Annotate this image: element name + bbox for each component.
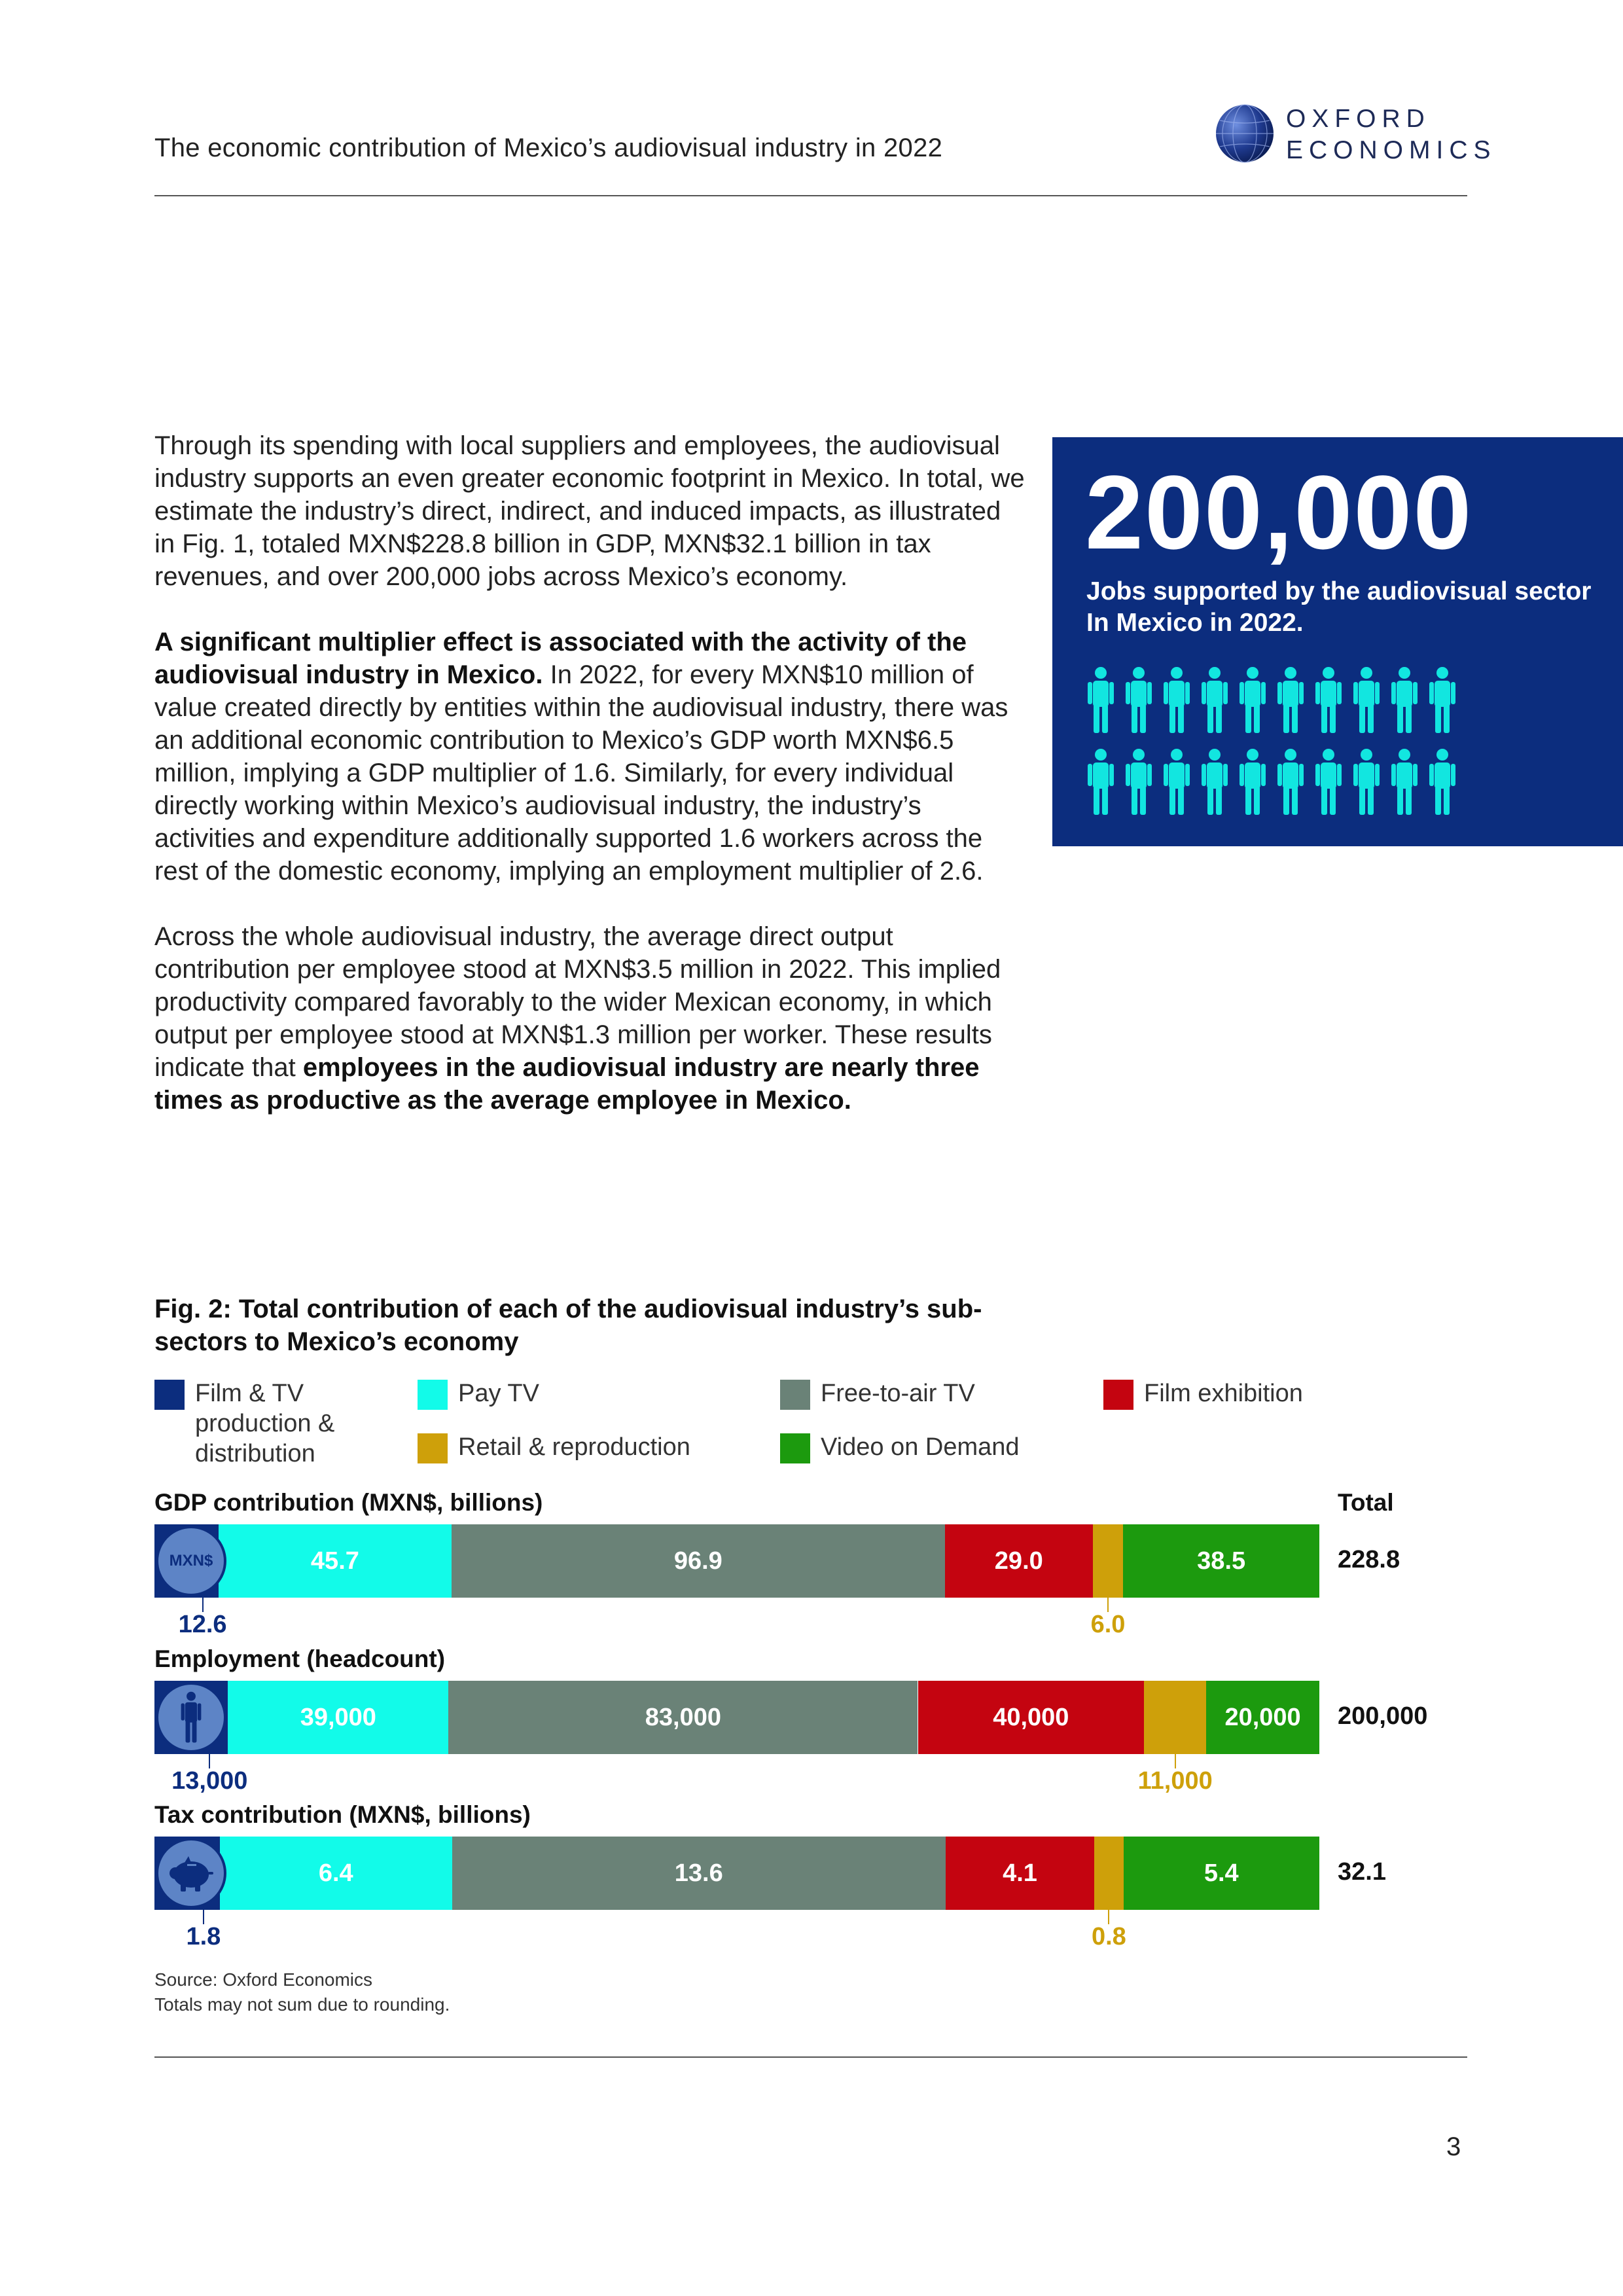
bar-segment (1123, 1524, 1319, 1598)
body-paragraph-2-rest: In 2022, for every MXN$10 million of value created directly by entities within the audiovisual industry, there was an additional economic contribution to Mexico’s GDP worth MXN$6.5 million, implying a GDP multiplier of 1.6. Similarly, for every individual directly working within Mexico’s audiovisual industry, the industry’s activities and expenditure additionally supported 1.6 workers across the rest of the domestic economy, implying an employment multiplier of 2.6. (154, 660, 1008, 886)
people-icons (1086, 666, 1466, 817)
source-note (154, 1967, 450, 2017)
bar-callout-label: 13,000 (171, 1767, 248, 1795)
person-icon (1088, 749, 1114, 815)
bar-value-label: 83,000 (645, 1703, 722, 1731)
bar-segment (228, 1681, 448, 1754)
bar-value-label: 38.5 (1197, 1547, 1246, 1575)
oxford-economics-globe-icon (1215, 103, 1275, 164)
person-icon (1315, 749, 1342, 815)
bar-segment (452, 1524, 945, 1598)
totals-column-header: Total (1338, 1489, 1394, 1516)
bar-segment (945, 1524, 1093, 1598)
legend-swatch (418, 1433, 448, 1463)
body-text (154, 429, 1025, 1149)
person-icon (1240, 749, 1266, 815)
callout-tick (202, 1598, 204, 1612)
bar-callout-label: 11,000 (1137, 1767, 1213, 1795)
person-icon (1429, 667, 1455, 733)
figure-title: Fig. 2: Total contribution of each of the audiovisual industry’s sub-sectors to Mexico’s economy (154, 1295, 982, 1356)
legend-swatch (1103, 1380, 1133, 1410)
header-divider (154, 195, 1467, 196)
bar-value-label: 6.4 (318, 1859, 353, 1887)
bar-callout-label: 1.8 (186, 1923, 221, 1950)
body-paragraph-3-start: Across the whole audiovisual industry, the average direct output contribution per employee stood at MXN$3.5 million in 2022. This implied productivity compared favorably to the wider Mexican economy, in which output per employee stood at MXN$1.3 million per worker. These results indicate that (154, 922, 1001, 1082)
chart-title: Employment (headcount) (154, 1645, 446, 1672)
bar-callout-label: 12.6 (178, 1611, 227, 1638)
body-paragraph-3 (154, 920, 1025, 1117)
callout-tick (209, 1754, 210, 1768)
bar-value-label: 39,000 (300, 1703, 376, 1731)
person-icon (1353, 749, 1380, 815)
legend-swatch (780, 1380, 810, 1410)
bar-value-label: 29.0 (994, 1547, 1043, 1575)
person-icon (1126, 667, 1152, 733)
person-icon (1240, 667, 1266, 733)
chart-title: Tax contribution (MXN$, billions) (154, 1801, 531, 1828)
bar-value-label: 4.1 (1003, 1859, 1037, 1887)
bar-callout-label: 0.8 (1091, 1923, 1126, 1950)
currency-badge-text: MXN$ (169, 1552, 213, 1570)
row-total-value: 200,000 (1338, 1702, 1428, 1730)
person-icon (1164, 667, 1190, 733)
callout-tick (1107, 1598, 1109, 1612)
footer-divider (154, 2056, 1467, 2058)
bar-value-label: 40,000 (993, 1703, 1069, 1731)
row-total-value: 228.8 (1338, 1546, 1400, 1573)
bar-value-label: 20,000 (1224, 1703, 1301, 1731)
oxford-economics-logo-text (1286, 103, 1497, 166)
bar-value-label: 96.9 (673, 1547, 722, 1575)
bar-segment (1206, 1681, 1319, 1754)
body-paragraph-1: Through its spending with local suppliers and employees, the audiovisual industry supports an even greater economic footprint in Mexico. In total, we estimate the industry’s direct, indirect, and induced impacts, as illustrated in Fig. 1, totaled MXN$228.8 billion in GDP, MXN$32.1 billion in tax revenues, and over 200,000 jobs across Mexico’s economy. (154, 431, 1025, 591)
body-paragraph-2-bold: A significant multiplier effect is associated with the activity of the audiovisual industry in Mexico. (154, 628, 967, 689)
source-text: Source: Oxford Economics (154, 1969, 373, 1990)
page-number: 3 (1446, 2132, 1461, 2161)
bar-callout-label: 6.0 (1090, 1611, 1126, 1638)
person-icon (1164, 749, 1190, 815)
legend-label: Pay TV (458, 1380, 539, 1407)
chart-title: GDP contribution (MXN$, billions) (154, 1489, 543, 1516)
rounding-note: Totals may not sum due to rounding. (154, 1994, 450, 2015)
logo-line-2: ECONOMICS (1286, 136, 1497, 164)
bar-value-label: 13.6 (674, 1859, 723, 1887)
legend-label: Video on Demand (821, 1433, 1020, 1461)
person-icon (1202, 667, 1228, 733)
jobs-stat-box (1052, 437, 1623, 846)
stat-number: 200,000 (1085, 454, 1473, 571)
bar-segment (220, 1837, 452, 1910)
legend-swatch (780, 1433, 810, 1463)
legend-label: Retail & reproduction (458, 1433, 690, 1461)
person-icon (1126, 749, 1152, 815)
legend-swatch (418, 1380, 448, 1410)
person-icon (1315, 667, 1342, 733)
legend-label: Film & TV production & distribution (195, 1380, 335, 1467)
callout-tick (203, 1910, 204, 1924)
legend-swatch (154, 1380, 185, 1410)
bar-segment (1094, 1837, 1123, 1910)
bar-segment (1093, 1524, 1124, 1598)
logo-line-1: OXFORD (1286, 105, 1431, 133)
piggy-bank-icon (156, 1838, 226, 1909)
person-icon (1391, 667, 1418, 733)
bar-segment (1124, 1837, 1319, 1910)
callout-tick (1175, 1754, 1176, 1768)
bar-value-label: 45.7 (310, 1547, 359, 1575)
bar-segment (448, 1681, 918, 1754)
row-total-value: 32.1 (1338, 1858, 1386, 1886)
document-header-title: The economic contribution of Mexico’s audiovisual industry in 2022 (154, 134, 943, 162)
person-icon (1429, 749, 1455, 815)
bar-segment (918, 1681, 1145, 1754)
person-icon (1391, 749, 1418, 815)
bar-value-label: 5.4 (1204, 1859, 1239, 1887)
currency-badge-icon (156, 1526, 226, 1596)
person-icon (1353, 667, 1380, 733)
person-icon (1202, 749, 1228, 815)
person-icon (1088, 667, 1114, 733)
bar-segment (219, 1524, 452, 1598)
legend-label: Film exhibition (1144, 1380, 1303, 1407)
person-icon (1277, 749, 1304, 815)
body-paragraph-2 (154, 626, 1025, 888)
bar-segment (452, 1837, 946, 1910)
legend-label: Free-to-air TV (821, 1380, 975, 1407)
bar-segment (946, 1837, 1094, 1910)
person-badge-icon (156, 1682, 226, 1753)
body-paragraph-3-bold: employees in the audiovisual industry are nearly three times as productive as the average employee in Mexico. (154, 1053, 980, 1115)
bar-segment (1144, 1681, 1206, 1754)
callout-tick (1108, 1910, 1109, 1924)
stat-description: Jobs supported by the audiovisual sector In Mexico in 2022. (1086, 577, 1592, 637)
person-icon (1277, 667, 1304, 733)
